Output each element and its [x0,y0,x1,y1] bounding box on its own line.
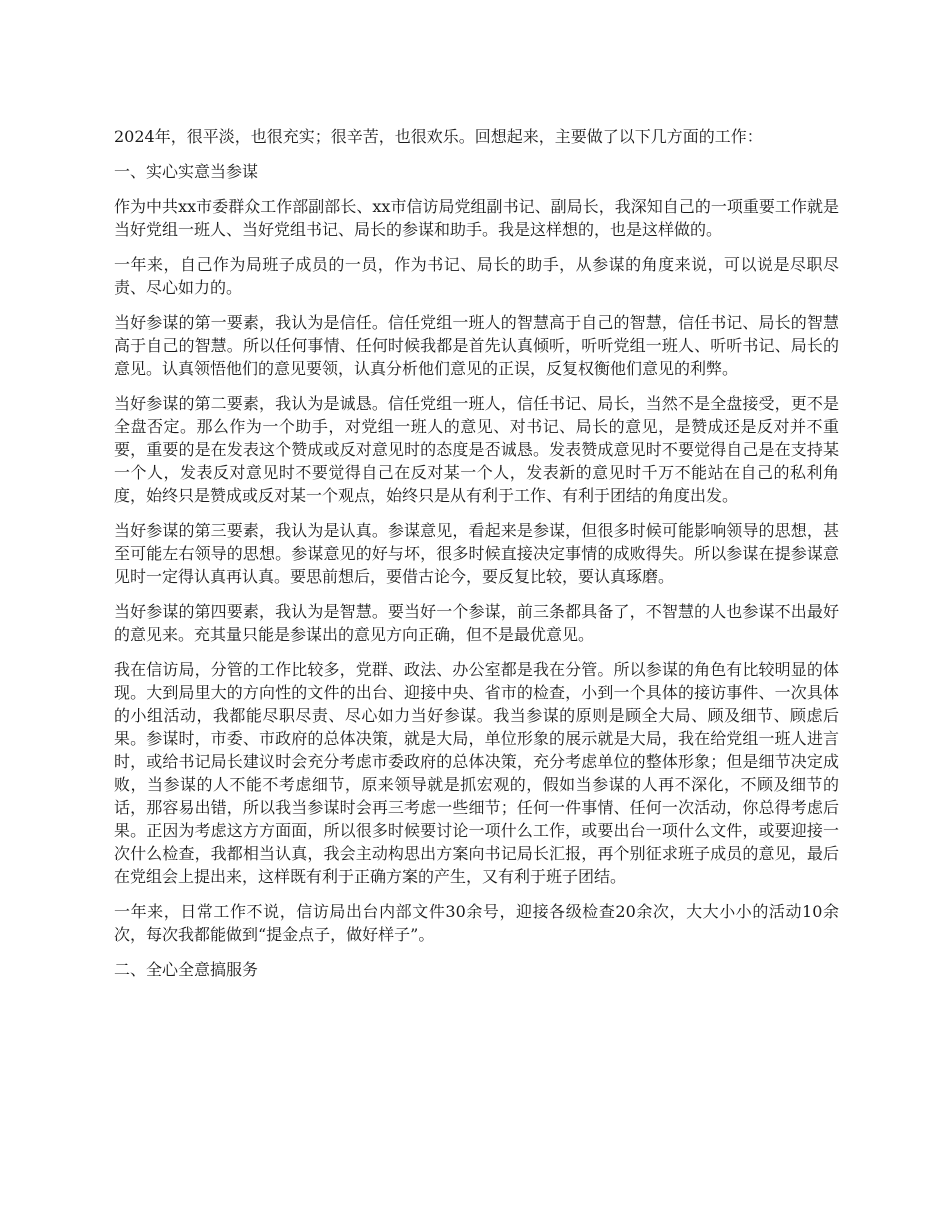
intro-paragraph: 2024年，很平淡，也很充实；很辛苦，也很欢乐。回想起来，主要做了以下几方面的工作： [114,127,763,146]
section-heading-2: 二、全心全意搞服务 [114,960,259,979]
paragraph: 我在信访局，分管的工作比较多，党群、政法、办公室都是我在分管。所以参谋的角色有比较明显的体现。大到局里大的方向性的文件的出台、迎接中央、省市的检查，小到一个具体的接访事件、一次具体的小组活动，我都能尽职尽责、尽心如力当好参谋。我当参谋的原则是顾全大局、顾及细节、顾虑后果。参谋时，市委、市政府的总体决策，就是大局，单位形象的展示就是大局，我在给党组一班人进言时，或给书记局长建议时会充分考虑市委政府的总体决策，充分考虑单位的整体形象；但是细节决定成败，当参谋的人不能不考虑细节，原来领导就是抓宏观的，假如当参谋的人再不深化，不顾及细节的话，那容易出错，所以我当参谋时会再三考虑一些细节；任何一件事情、任何一次活动，你总得考虑后果。正因为考虑这方方面面，所以很多时候要讨论一项什么工作，或要出台一项什么文件，或要迎接一次什么检查，我都相当认真，我会主动构思出方案向书记局长汇报，再个别征求班子成员的意见，最后在党组会上提出来，这样既有利于正确方案的产生，又有利于班子团结。 [114,660,839,886]
paragraph: 一年来，自己作为局班子成员的一员，作为书记、局长的助手，从参谋的角度来说，可以说是尽职尽责、尽心如力的。 [114,255,839,297]
paragraph: 当好参谋的第四要素，我认为是智慧。要当好一个参谋，前三条都具备了，不智慧的人也参谋不出最好的意见来。充其量只能是参谋出的意见方向正确，但不是最优意见。 [114,602,839,644]
paragraph: 作为中共xx市委群众工作部副部长、xx市信访局党组副书记、副局长，我深知自己的一项重要工作就是当好党组一班人、当好党组书记、局长的参谋和助手。我是这样想的，也是这样做的。 [114,197,839,239]
paragraph: 当好参谋的第一要素，我认为是信任。信任党组一班人的智慧高于自己的智慧，信任书记、局长的智慧高于自己的智慧。所以任何事情、任何时候我都是首先认真倾听，听听党组一班人、听听书记、局长的意见。认真领悟他们的意见要领，认真分析他们意见的正误，反复权衡他们意见的利弊。 [114,313,839,378]
section-heading-1: 一、实心实意当参谋 [114,162,259,181]
paragraph: 当好参谋的第三要素，我认为是认真。参谋意见，看起来是参谋，但很多时候可能影响领导的思想，甚至可能左右领导的思想。参谋意见的好与坏，很多时候直接决定事情的成败得失。所以参谋在提参谋意见时一定得认真再认真。要思前想后，要借古论今，要反复比较，要认真琢磨。 [114,521,839,586]
paragraph: 当好参谋的第二要素，我认为是诚恳。信任党组一班人，信任书记、局长，当然不是全盘接受，更不是全盘否定。那么作为一个助手，对党组一班人的意见、对书记、局长的意见，是赞成还是反对并不重要，重要的是在发表这个赞成或反对意见时的态度是否诚恳。发表赞成意见时不要觉得自己是在支持某一个人，发表反对意见时不要觉得自己在反对某一个人，发表新的意见时千万不能站在自己的私利角度，始终只是赞成或反对某一个观点，始终只是从有利于工作、有利于团结的角度出发。 [114,394,839,505]
document-page [114,125,839,993]
paragraph: 一年来，日常工作不说，信访局出台内部文件30余号，迎接各级检查20余次，大大小小的活动10余次，每次我都能做到“提金点子，做好样子”。 [114,902,839,944]
